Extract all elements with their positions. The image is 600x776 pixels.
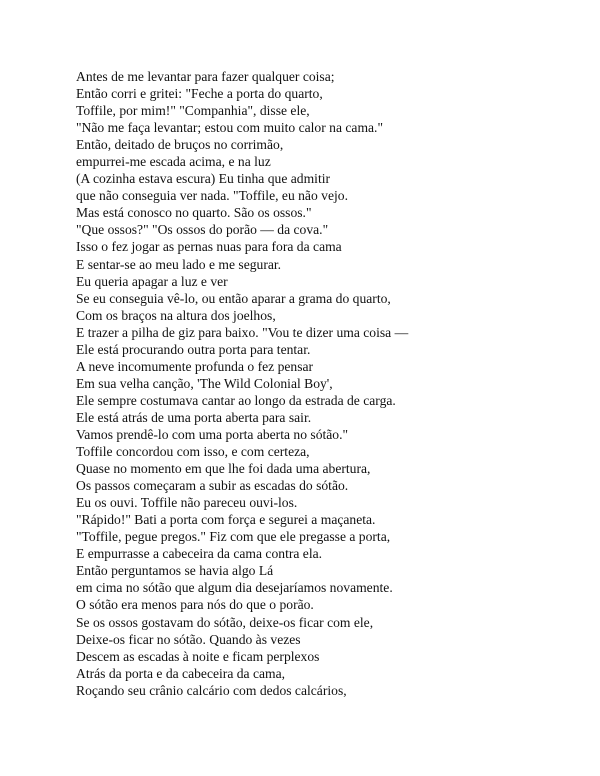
poem-line: "Não me faça levantar; estou com muito calor na cama."	[76, 120, 384, 136]
poem-line: que não conseguia ver nada. "Toffile, eu não vejo.	[76, 188, 348, 204]
poem-line: Isso o fez jogar as pernas nuas para fora da cama	[76, 239, 342, 255]
poem-line: Se os ossos gostavam do sótão, deixe-os ficar com ele,	[76, 614, 374, 630]
poem-line: Eu os ouvi. Toffile não pareceu ouvi-los.	[76, 495, 298, 511]
poem-line: Toffile concordou com isso, e com certeza,	[76, 444, 310, 460]
poem-line: Descem as escadas à noite e ficam perplexos	[76, 648, 320, 664]
poem-line: E empurrasse a cabeceira da cama contra ela.	[76, 546, 323, 562]
poem-line: Ele está procurando outra porta para tentar.	[76, 341, 311, 357]
poem-line: Quase no momento em que lhe foi dada uma abertura,	[76, 461, 371, 477]
poem-line: "Toffile, pegue pregos." Fiz com que ele pregasse a porta,	[76, 529, 391, 545]
poem-line: Os passos começaram a subir as escadas do sótão.	[76, 478, 349, 494]
poem-line: Vamos prendê-lo com uma porta aberta no sótão."	[76, 426, 349, 442]
poem-line: O sótão era menos para nós do que o porão.	[76, 597, 314, 613]
poem-line: empurrei-me escada acima, e na luz	[76, 154, 271, 170]
poem-line: Então corri e gritei: "Feche a porta do quarto,	[76, 86, 323, 102]
poem-line: "Que ossos?" "Os ossos do porão — da cova."	[76, 222, 329, 238]
poem-line: Mas está conosco no quarto. São os ossos."	[76, 205, 312, 221]
poem-line: Deixe-os ficar no sótão. Quando às vezes	[76, 631, 301, 647]
poem-line: Então perguntamos se havia algo Lá	[76, 563, 274, 579]
poem-line: Se eu conseguia vê-lo, ou então aparar a grama do quarto,	[76, 290, 391, 306]
poem-line: em cima no sótão que algum dia desejaríamos novamente.	[76, 580, 393, 596]
poem-line: Atrás da porta e da cabeceira da cama,	[76, 665, 286, 681]
poem-line: Toffile, por mim!" "Companhia", disse ele,	[76, 103, 310, 119]
poem-line: Antes de me levantar para fazer qualquer coisa;	[76, 69, 335, 84]
poem-line: Ele sempre costumava cantar ao longo da estrada de carga.	[76, 392, 396, 408]
poem-line: Com os braços na altura dos joelhos,	[76, 307, 276, 323]
poem-line: E sentar-se ao meu lado e me segurar.	[76, 256, 282, 272]
poem-line: Em sua velha canção, 'The Wild Colonial Boy',	[76, 375, 333, 391]
poem-line: Então, deitado de bruços no corrimão,	[76, 137, 284, 153]
poem-line: (A cozinha estava escura) Eu tinha que admitir	[76, 171, 331, 187]
poem-line: A neve incomumente profunda o fez pensar	[76, 358, 314, 374]
poem-text-block	[76, 68, 576, 699]
poem-line: "Rápido!" Bati a porta com força e segurei a maçaneta.	[76, 512, 376, 528]
poem-line: E trazer a pilha de giz para baixo. "Vou te dizer uma coisa —	[76, 324, 409, 340]
poem-line: Roçando seu crânio calcário com dedos calcários,	[76, 682, 347, 698]
poem-line: Ele está atrás de uma porta aberta para sair.	[76, 409, 312, 425]
poem-line: Eu queria apagar a luz e ver	[76, 273, 228, 289]
